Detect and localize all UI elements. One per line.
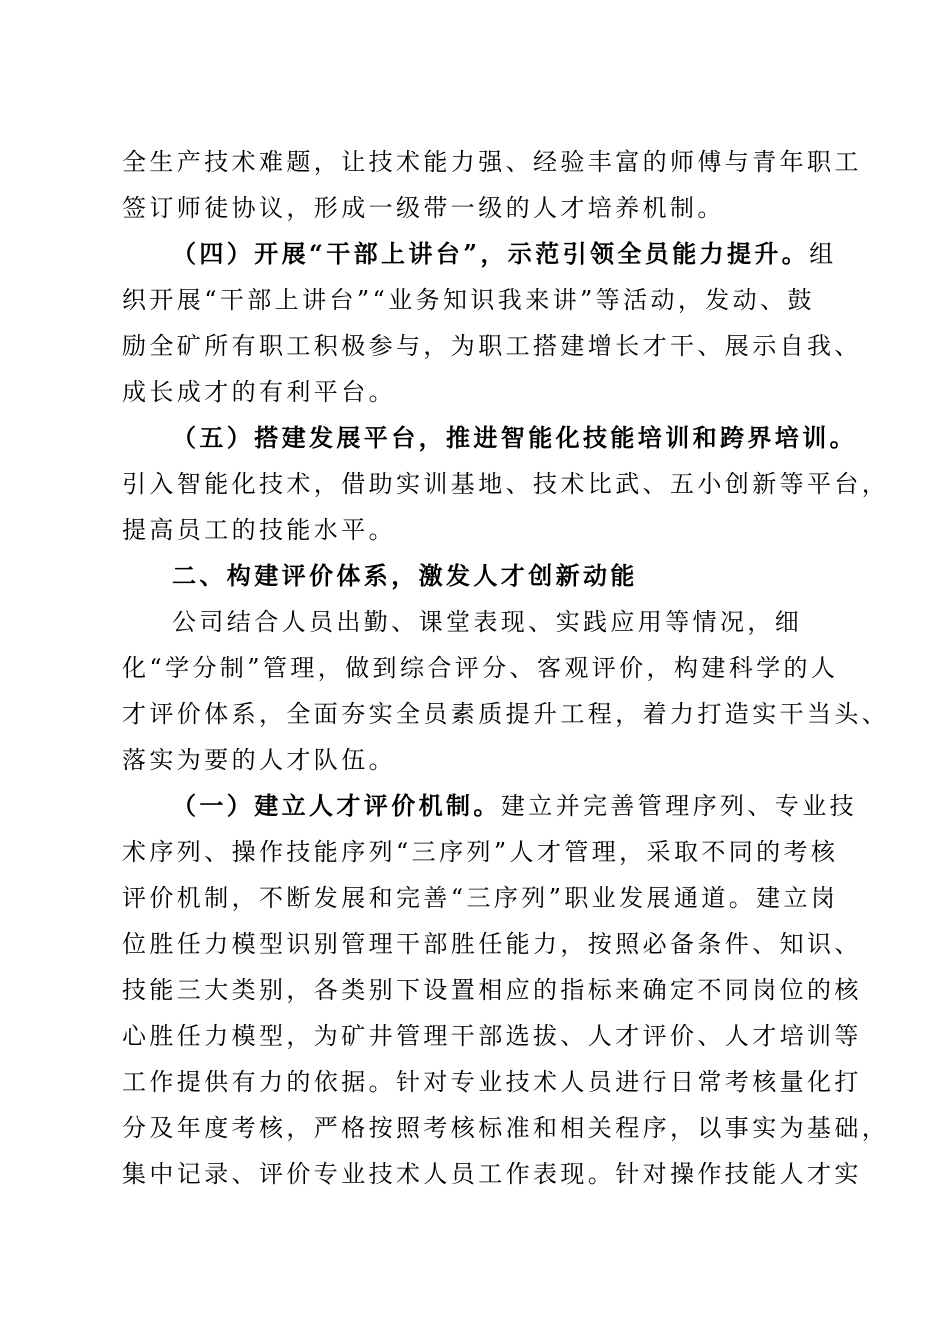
body-text-line: 织开展“干部上讲台”“业务知识我来讲”等活动，发动、鼓 (122, 286, 815, 314)
body-text-line: 工作提供有力的依据。针对专业技术人员进行日常考核量化打 (122, 1068, 862, 1096)
body-text-line: 公司结合人员出勤、课堂表现、实践应用等情况，细 (172, 608, 803, 636)
body-text-line: 术序列、操作技能序列“三序列”人才管理，采取不同的考核 (122, 838, 839, 866)
body-text-line: 分及年度考核，严格按照考核标准和相关程序，以事实为基础， (122, 1114, 890, 1142)
body-text-line: 提高员工的技能水平。 (122, 516, 396, 544)
body-text-line: 落实为要的人才队伍。 (122, 746, 396, 774)
body-text-line: 成长成才的有利平台。 (122, 378, 396, 406)
section-4-line (172, 232, 950, 276)
body-text-fragment: 建立并完善管理序列、专业技 (500, 792, 858, 820)
body-text-line: 评价机制，不断发展和完善“三序列”职业发展通道。建立岗 (122, 884, 839, 912)
body-text-fragment: 组 (809, 240, 837, 268)
body-text-line: 励全矿所有职工积极参与，为职工搭建增长才干、展示自我、 (122, 332, 862, 360)
section-4-lead: （四）开展“干部上讲台”，示范引领全员能力提升。 (172, 239, 810, 268)
body-text-line: 集中记录、评价专业技术人员工作表现。针对操作技能人才实 (122, 1160, 862, 1188)
section-5-lead: （五）搭建发展平台，推进智能化技能培训和跨界培训。 (172, 423, 857, 452)
subsection-1-line (172, 784, 950, 828)
body-text-line: 引入智能化技术，借助实训基地、技术比武、五小创新等平台， (122, 470, 890, 498)
body-text-line: 化“学分制”管理，做到综合评分、客观评价，构建科学的人 (122, 654, 839, 682)
body-text-line: 心胜任力模型，为矿井管理干部选拔、人才评价、人才培训等 (122, 1022, 862, 1050)
body-text-line: 技能三大类别，各类别下设置相应的指标来确定不同岗位的核 (122, 976, 862, 1004)
body-text-line: 签订师徒协议，形成一级带一级的人才培养机制。 (122, 194, 725, 222)
section-5-line (172, 416, 950, 460)
body-text-line: 位胜任力模型识别管理干部胜任能力，按照必备条件、知识、 (122, 930, 862, 958)
subsection-1-lead: （一）建立人才评价机制。 (172, 791, 501, 820)
section-heading: 二、构建评价体系，激发人才创新动能 (172, 562, 638, 590)
body-text-line: 才评价体系，全面夯实全员素质提升工程，着力打造实干当头、 (122, 700, 890, 728)
body-text-line: 全生产技术难题，让技术能力强、经验丰富的师傅与青年职工 (122, 148, 862, 176)
